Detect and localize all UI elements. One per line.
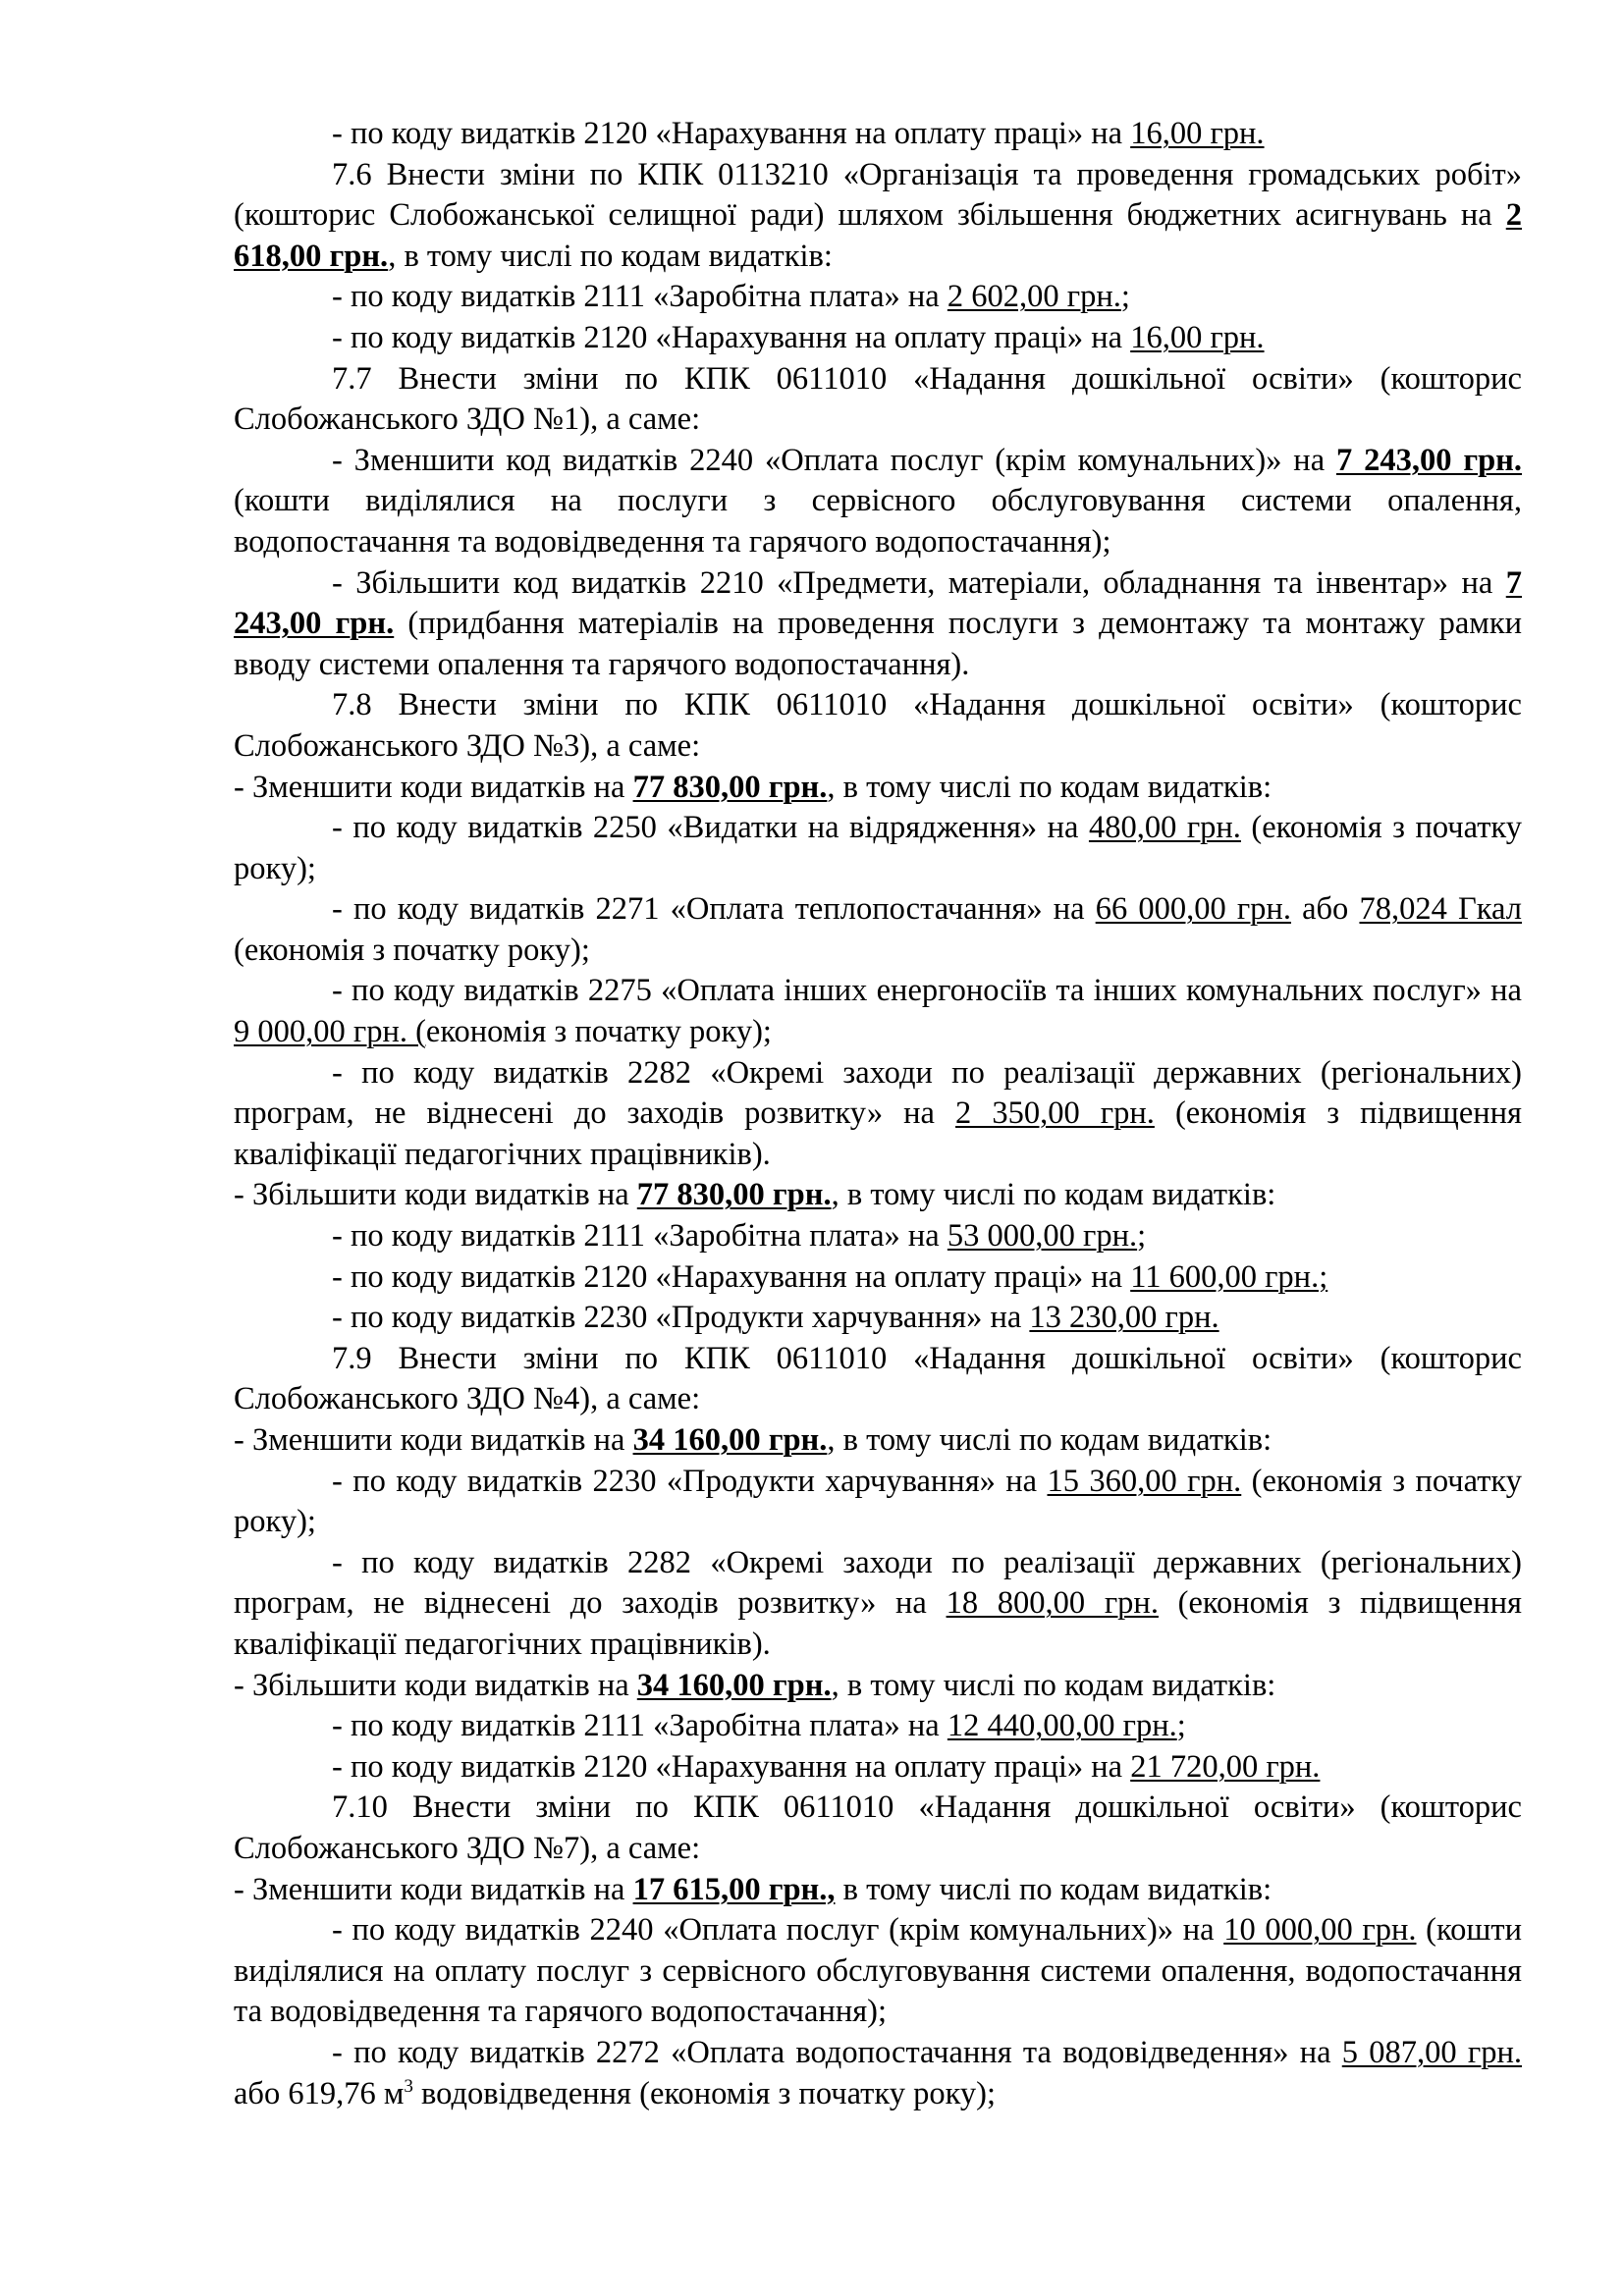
paragraph bbox=[234, 1053, 1522, 1176]
amount: 2 618,00 грн. bbox=[234, 197, 1522, 274]
text-run: - Зменшити коди видатків на bbox=[234, 1871, 633, 1907]
text-run: 7.9 Внести зміни по КПК 0611010 «Надання дошкільної освіти» (кошторис Слобожанського ЗДО №4), а саме: bbox=[234, 1340, 1522, 1417]
paragraph bbox=[234, 1216, 1522, 1257]
amount: 77 830,00 грн. bbox=[632, 769, 828, 805]
paragraph bbox=[234, 1462, 1522, 1543]
text-run: 7.6 Внести зміни по КПК 0113210 «Організація та проведення громадських робіт» (кошторис Слобожанської селищної ради) шляхом збільшення бюджетних асигнувань на bbox=[234, 156, 1522, 234]
paragraph bbox=[234, 563, 1522, 686]
paragraph bbox=[234, 2033, 1522, 2114]
amount: 15 360,00 грн. bbox=[1047, 1463, 1242, 1499]
text-run: - по коду видатків 2271 «Оплата теплопостачання» на bbox=[332, 891, 1096, 928]
paragraph bbox=[234, 277, 1522, 318]
text-run: (кошти виділялися на оплату послуг з сервісного обслуговування системи опалення, водопостачання та водовідведення та гарячого водопостачання); bbox=[234, 1912, 1522, 2030]
paragraph bbox=[234, 1339, 1522, 1420]
text-run: економія з початку року); bbox=[425, 1014, 772, 1050]
text-run: - по коду видатків 2272 «Оплата водопостачання та водовідведення» на bbox=[332, 2034, 1342, 2070]
paragraph bbox=[234, 1870, 1522, 1911]
text-run: - по коду видатків 2120 «Нарахування на оплату праці» на bbox=[332, 1748, 1131, 1785]
amount: 16,00 грн. bbox=[1130, 116, 1265, 151]
text-run: - Зменшити коди видатків на bbox=[234, 1422, 633, 1458]
paragraph bbox=[234, 1788, 1522, 1869]
paragraph bbox=[234, 971, 1522, 1052]
text-run: - по коду видатків 2111 «Заробітна плата» на bbox=[332, 1708, 947, 1744]
text-run: - по коду видатків 2282 «Окремі заходи по реалізації державних (регіональних) програм, не віднесені до заходів розвитку» на bbox=[234, 1054, 1522, 1132]
amount: 10 000,00 грн. bbox=[1223, 1912, 1417, 1949]
text-run: в тому числі по кодам видатків: bbox=[835, 1871, 1272, 1907]
text-run: (економія з початку року); bbox=[234, 810, 1522, 886]
text-run: - по коду видатків 2120 «Нарахування на оплату праці» на bbox=[332, 1258, 1131, 1295]
text-run: - по коду видатків 2230 «Продукти харчування» на bbox=[332, 1463, 1048, 1499]
text-run: водовідведення (економія з початку року); bbox=[412, 2075, 996, 2111]
text-run: - по коду видатків 2282 «Окремі заходи по реалізації державних (регіональних) програм, не віднесені до заходів розвитку» на bbox=[234, 1544, 1522, 1622]
text-run: - по коду видатків 2120 «Нарахування на оплату праці» на bbox=[332, 116, 1131, 151]
paragraph bbox=[234, 768, 1522, 809]
paragraph bbox=[234, 1747, 1522, 1789]
text-run: - Збільшити коди видатків на bbox=[234, 1667, 637, 1703]
paragraph bbox=[234, 808, 1522, 889]
text-run: 7.7 Внести зміни по КПК 0611010 «Надання дошкільної освіти» (кошторис Слобожанського ЗДО №1), а саме: bbox=[234, 360, 1522, 438]
paragraph bbox=[234, 359, 1522, 441]
text-run: - Зменшити коди видатків на bbox=[234, 769, 633, 805]
text-run: ; bbox=[1176, 1708, 1186, 1744]
amount: 7 243,00 грн. bbox=[1335, 442, 1522, 478]
text-run: (економія з початку року); bbox=[234, 932, 590, 968]
text-run: , в тому числі по кодам видатків: bbox=[831, 1177, 1276, 1213]
amount: 5 087,00 грн. bbox=[1341, 2034, 1522, 2070]
amount: 2 350,00 грн. bbox=[955, 1095, 1155, 1132]
amount: 16,00 грн. bbox=[1130, 319, 1265, 355]
text-run: - по коду видатків 2240 «Оплата послуг (крім комунальних)» на bbox=[332, 1912, 1224, 1949]
amount: 21 720,00 грн. bbox=[1130, 1748, 1321, 1785]
text-run: (кошти виділялися на послуги з сервісного обслуговування системи опалення, водопостачання та водовідведення та гарячого водопостачання); bbox=[234, 483, 1522, 560]
amount: 2 602,00 грн. bbox=[947, 279, 1121, 315]
text-run: 7.8 Внести зміни по КПК 0611010 «Надання дошкільної освіти» (кошторис Слобожанського ЗДО №3), а саме: bbox=[234, 687, 1522, 764]
amount: 53 000,00 грн. bbox=[947, 1218, 1138, 1255]
text-run: (економія з підвищення кваліфікації педагогічних працівників). bbox=[234, 1095, 1522, 1172]
amount: 34 160,00 грн. bbox=[632, 1422, 828, 1458]
paragraph bbox=[234, 441, 1522, 563]
amount: 7 243,00 грн. bbox=[234, 564, 1522, 642]
text-run: (економія з підвищення кваліфікації педагогічних працівників). bbox=[234, 1585, 1522, 1662]
paragraph bbox=[234, 1543, 1522, 1666]
paragraph bbox=[234, 1420, 1522, 1462]
text-run: або 619,76 м bbox=[234, 2075, 405, 2111]
document-body bbox=[234, 114, 1522, 2114]
amount: 9 000,00 грн. ( bbox=[234, 1014, 426, 1050]
text-run: , в тому числі по кодам видатків: bbox=[388, 238, 833, 274]
amount: 77 830,00 грн. bbox=[636, 1177, 832, 1213]
amount: 18 800,00 грн. bbox=[946, 1585, 1159, 1622]
paragraph bbox=[234, 685, 1522, 767]
amount: 78,024 Гкал bbox=[1359, 891, 1522, 928]
amount: 17 615,00 грн., bbox=[632, 1871, 836, 1907]
text-run: - по коду видатків 2250 «Видатки на відрядження» на bbox=[332, 810, 1089, 846]
paragraph bbox=[234, 318, 1522, 359]
text-run: - по коду видатків 2111 «Заробітна плата» на bbox=[332, 279, 947, 315]
text-run: - Збільшити коди видатків на bbox=[234, 1177, 637, 1213]
text-run: або bbox=[1290, 891, 1360, 928]
text-run: - по коду видатків 2230 «Продукти харчування» на bbox=[332, 1300, 1030, 1336]
paragraph bbox=[234, 889, 1522, 971]
amount: 480,00 грн. bbox=[1088, 810, 1241, 846]
paragraph bbox=[234, 1298, 1522, 1339]
paragraph bbox=[234, 155, 1522, 278]
amount: 12 440,00,00 грн. bbox=[947, 1708, 1177, 1744]
text-run: - Збільшити код видатків 2210 «Предмети, матеріали, обладнання та інвентар» на bbox=[332, 564, 1506, 601]
paragraph bbox=[234, 1257, 1522, 1299]
amount: 11 600,00 грн.; bbox=[1130, 1258, 1328, 1295]
paragraph bbox=[234, 1666, 1522, 1707]
paragraph bbox=[234, 114, 1522, 155]
superscript: 3 bbox=[404, 2075, 413, 2097]
text-run: (економія з початку року); bbox=[234, 1463, 1522, 1540]
amount: 66 000,00 грн. bbox=[1095, 891, 1291, 928]
text-run: (придбання матеріалів на проведення послуги з демонтажу та монтажу рамки вводу системи опалення та гарячого водопостачання). bbox=[234, 606, 1523, 682]
text-run: - по коду видатків 2111 «Заробітна плата» на bbox=[332, 1218, 947, 1255]
amount: 13 230,00 грн. bbox=[1029, 1300, 1219, 1336]
text-run: , в тому числі по кодам видатків: bbox=[827, 1422, 1272, 1458]
text-run: ; bbox=[1120, 279, 1130, 315]
text-run: - Зменшити код видатків 2240 «Оплата послуг (крім комунальних)» на bbox=[332, 442, 1336, 478]
text-run: - по коду видатків 2120 «Нарахування на оплату праці» на bbox=[332, 319, 1131, 355]
text-run: ; bbox=[1137, 1218, 1147, 1255]
amount: 34 160,00 грн. bbox=[636, 1667, 832, 1703]
paragraph bbox=[234, 1175, 1522, 1216]
text-run: - по коду видатків 2275 «Оплата інших енергоносіїв та інших комунальних послуг» на bbox=[332, 973, 1522, 1009]
text-run: , в тому числі по кодам видатків: bbox=[831, 1667, 1276, 1703]
paragraph bbox=[234, 1910, 1522, 2033]
paragraph bbox=[234, 1706, 1522, 1747]
text-run: 7.10 Внести зміни по КПК 0611010 «Надання дошкільної освіти» (кошторис Слобожанського ЗДО №7), а саме: bbox=[234, 1789, 1522, 1866]
text-run: , в тому числі по кодам видатків: bbox=[827, 769, 1272, 805]
